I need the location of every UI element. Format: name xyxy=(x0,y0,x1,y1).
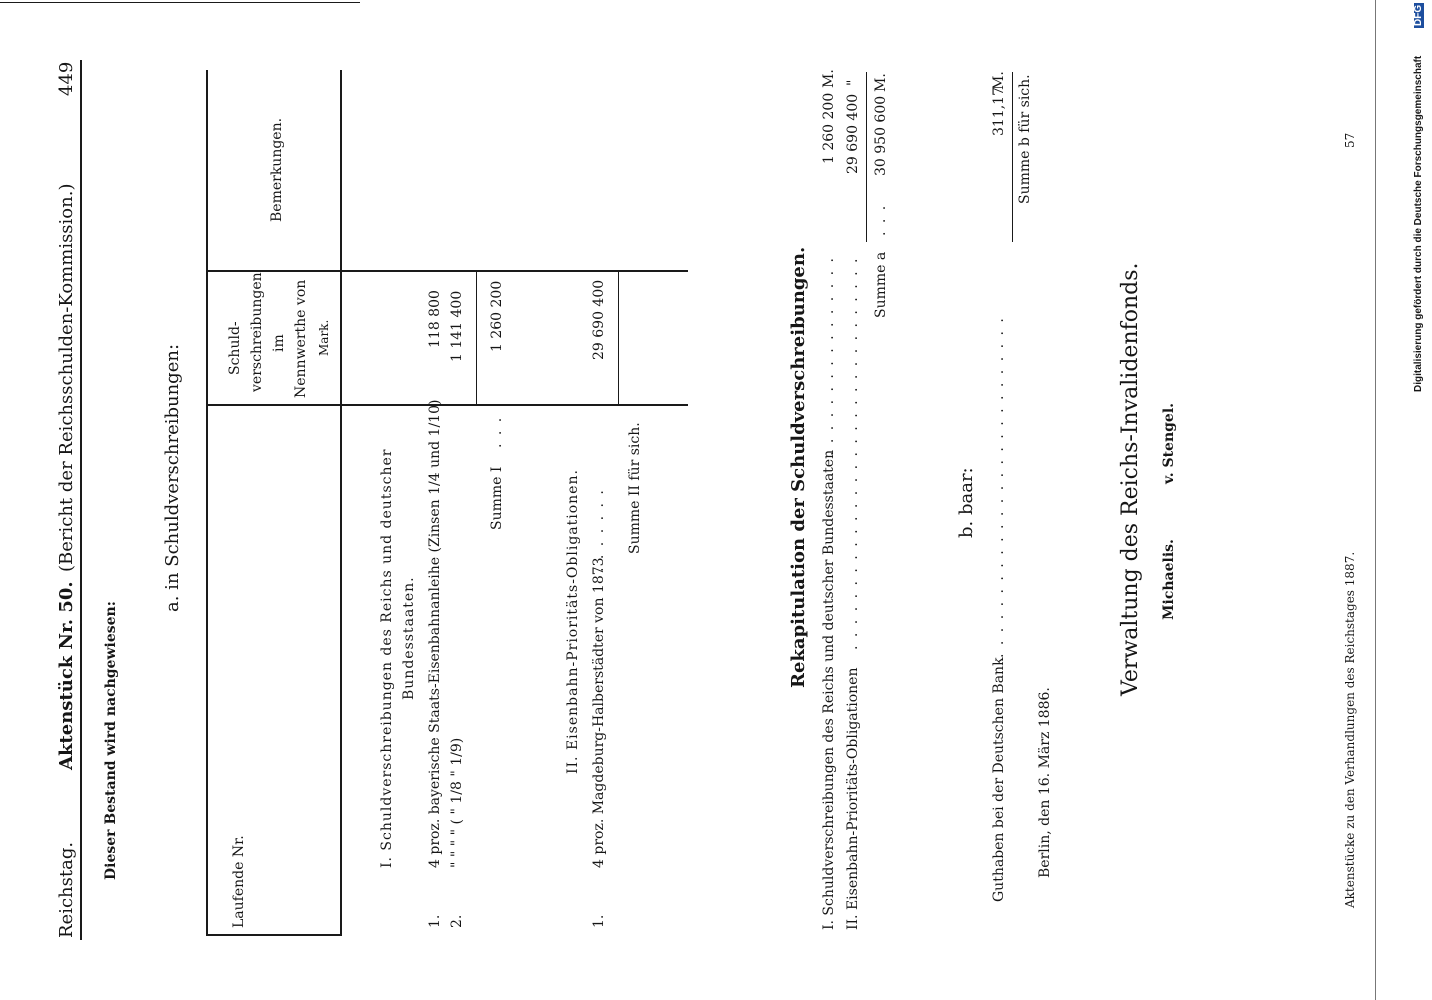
table-col-sep-nr xyxy=(206,934,342,936)
col-header-amount-2: verschreibungen xyxy=(249,272,265,392)
cash-text: Guthaben bei der Deutschen Bank xyxy=(991,657,1007,902)
recap-line1-amount: 1 260 200 xyxy=(821,92,837,164)
sum1-amount: 1 260 200 xyxy=(489,280,505,352)
col-header-remarks: Bemerkungen. xyxy=(269,117,285,222)
col-header-amount-1: Schuld- xyxy=(227,321,243,375)
recap-title: Rekapitulation der Schuldverschreibungen. xyxy=(788,246,809,688)
recap-line2: II. Eisenbahn-Prioritäts-Obligationen xyxy=(845,667,861,930)
row1-nr: 1. xyxy=(427,914,443,928)
row3-nr: 1. xyxy=(591,914,607,928)
group1-heading-line2: Bundesstaaten. xyxy=(401,576,417,700)
row1-amount: 118 800 xyxy=(427,290,443,348)
recap-sum-unit: M. xyxy=(873,73,889,92)
header-rule xyxy=(80,60,82,940)
cash-sum-rule xyxy=(1012,72,1013,242)
page-edge-right xyxy=(1375,0,1376,1000)
signature-2: v. Stengel. xyxy=(1161,402,1177,484)
table-rule-top xyxy=(206,70,208,935)
sum1-rule xyxy=(476,272,477,404)
col-header-nr: Laufende Nr. xyxy=(231,835,247,928)
signature-1: Michaelis. xyxy=(1161,539,1177,620)
page-edge-line xyxy=(0,2,360,3)
row3-dots: . . . . . . . xyxy=(591,488,607,572)
col-header-amount-4: Nennwerthe von xyxy=(293,279,309,398)
row2-text: " " " " ( " 1/8 " 1/9) xyxy=(449,737,465,868)
footer-signature-mark: 57 xyxy=(1343,132,1357,148)
section-b-heading: b. baar: xyxy=(956,467,977,538)
sum2-rule xyxy=(618,272,619,404)
recap-sum-amount: 30 950 600 xyxy=(873,95,889,176)
recap-line2-amount: 29 690 400 xyxy=(845,93,861,174)
cash-dots: . . . . . . . . . . . . . . . . . . . . . . . . . . . xyxy=(991,316,1007,658)
recap-line1: I. Schuldverschreibungen des Reichs und deutscher Bundesstaaten xyxy=(821,449,837,930)
row1-text: 4 proz. bayerische Staats-Eisenbahnanleihe (Zinsen 1/4 und 1/10) xyxy=(427,399,443,868)
group2-heading: II. Eisenbahn-Prioritäts-Obligationen. xyxy=(565,469,581,774)
table-rule-header xyxy=(340,70,342,935)
cash-sum-label: Summe b für sich. xyxy=(1017,74,1033,204)
row3-amount: 29 690 400 xyxy=(591,279,607,360)
section-a-heading: a. in Schuldverschreibungen: xyxy=(162,343,183,612)
authority-name: Verwaltung des Reichs-Invalidenfonds. xyxy=(1118,262,1143,696)
table-col-sep-remarks xyxy=(206,270,688,272)
table-col-sep-amount xyxy=(206,404,688,406)
recap-line1-unit: M. xyxy=(821,69,837,88)
digitization-note: Digitalisierung gefördert durch die Deutsche Forschungsgemeinschaft xyxy=(1413,55,1424,392)
col-header-amount-5: Mark. xyxy=(317,319,331,356)
recap-line2-dots: . . . . . . . . . . . . . . . . . . . . . . . . . . . . . . . xyxy=(845,256,861,650)
dfg-logo: DFG xyxy=(1413,4,1424,26)
header-doc: Aktenstück Nr. 50. xyxy=(56,581,77,770)
row2-amount: 1 141 400 xyxy=(449,290,465,362)
recap-sum-rule xyxy=(866,72,867,242)
date-line: Berlin, den 16. März 1886. xyxy=(1037,687,1053,878)
header-left: Reichstag. xyxy=(56,841,77,938)
sum1-label: Summe I xyxy=(489,466,505,530)
recap-line2-unit: " xyxy=(845,79,861,86)
recap-line1-dots: . . . . . . . . . . . . . . . . xyxy=(821,256,837,456)
footer-source: Aktenstücke zu den Verhandlungen des Reichstages 1887. xyxy=(1343,551,1357,908)
recap-sum-label: Summe a xyxy=(873,251,889,318)
row3-text: 4 proz. Magdeburg-Halberstädter von 1873 xyxy=(591,557,607,868)
recap-sum-dots: . . . xyxy=(873,203,889,236)
page-number: 449 xyxy=(56,61,77,96)
intro-text: Dieser Bestand wird nachgewiesen: xyxy=(103,601,119,880)
header-title: (Bericht der Reichsschulden-Kommission.) xyxy=(56,183,77,572)
row2-nr: 2. xyxy=(449,914,465,928)
sum1-dots: . . . xyxy=(489,415,505,448)
col-header-amount-3: im xyxy=(271,334,287,352)
cash-amount: 311,17 xyxy=(991,87,1007,136)
sum2-label: Summe II für sich. xyxy=(627,422,643,554)
group1-heading-line1: I. Schuldverschreibungen des Reichs und deutscher xyxy=(379,448,395,868)
cash-unit: M. xyxy=(991,71,1007,90)
